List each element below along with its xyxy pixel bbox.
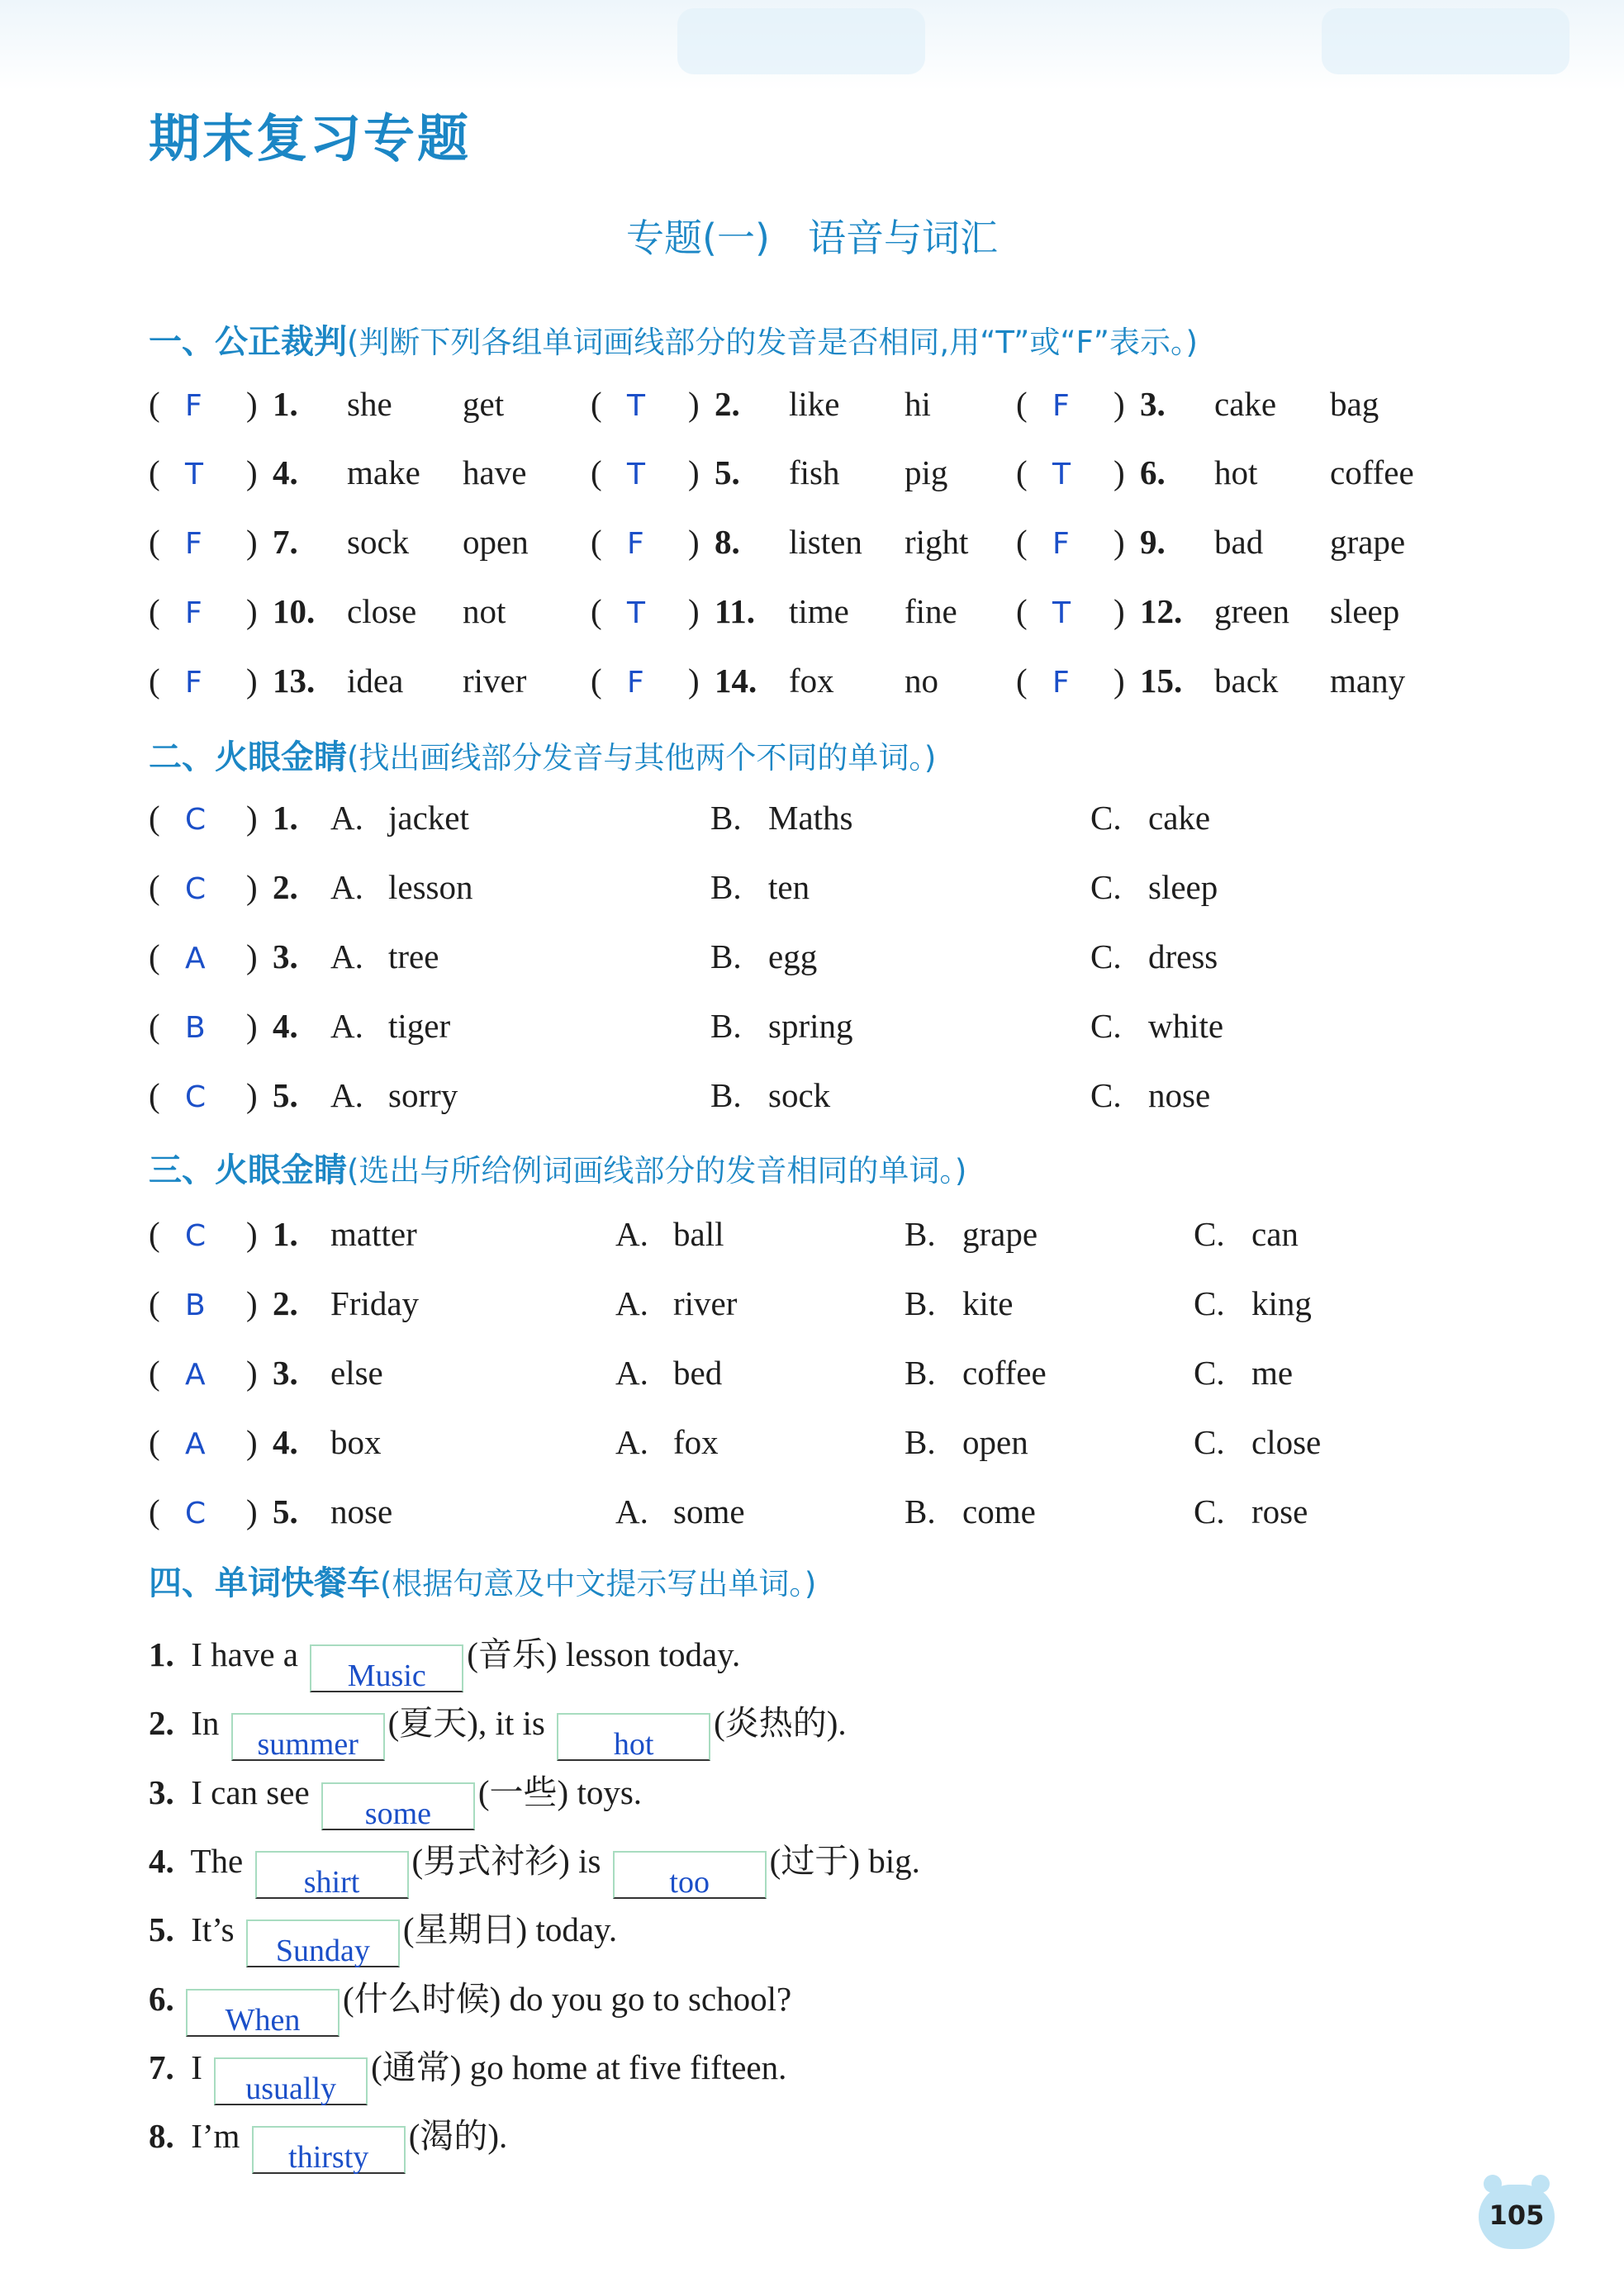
question-text: I’m [191, 2117, 240, 2155]
question-text: (男式衬衫) is [411, 1842, 601, 1880]
answer-blank[interactable] [214, 2057, 368, 2105]
word: fish [789, 453, 840, 491]
fill-question-8 [149, 2109, 507, 2174]
answer-blank[interactable] [557, 1713, 710, 1761]
word: she [347, 385, 392, 423]
bracket-close: ) [1114, 523, 1125, 561]
bracket-close: ) [246, 1284, 258, 1322]
option-letter: C. [1090, 1076, 1122, 1114]
question-text: (星期日) today. [402, 1910, 618, 1948]
option-letter: A. [615, 1215, 648, 1253]
example-word: matter [330, 1215, 417, 1253]
answer-mark[interactable]: F [627, 666, 644, 700]
option-word: egg [768, 937, 818, 975]
option-letter: B. [710, 799, 742, 837]
answer-mark[interactable]: F [1052, 389, 1070, 423]
question-number: 4. [273, 453, 298, 491]
option-letter: A. [330, 868, 363, 906]
bracket-close: ) [246, 937, 258, 975]
question-text: In [191, 1704, 220, 1742]
option-word: sock [768, 1076, 831, 1114]
fill-question-2 [149, 1696, 847, 1761]
fill-question-1 [149, 1627, 740, 1692]
option-letter: C. [1194, 1284, 1225, 1322]
question-number: 13. [273, 662, 316, 700]
bracket-close: ) [246, 1076, 258, 1114]
question-text: (炎热的). [714, 1704, 847, 1742]
option-word: ten [768, 868, 810, 906]
word: close [347, 592, 417, 630]
bracket-open: ( [1016, 662, 1028, 700]
page-number-badge [1479, 2185, 1555, 2249]
question-number: 4. [273, 1007, 298, 1045]
word: sleep [1330, 592, 1400, 630]
bracket-close: ) [1114, 453, 1125, 491]
question-number: 15. [1140, 662, 1183, 700]
answer-mark[interactable]: F [185, 527, 202, 561]
option-letter: B. [710, 868, 742, 906]
option-word: cake [1148, 799, 1211, 837]
answer-mark[interactable]: T [627, 389, 645, 423]
question-number: 8. [149, 2117, 174, 2155]
word: right [905, 523, 969, 561]
bracket-close: ) [246, 385, 258, 423]
bracket-close: ) [688, 385, 700, 423]
question-text: (渴的). [408, 2117, 508, 2155]
answer-mark[interactable]: T [627, 458, 645, 491]
option-letter: A. [615, 1492, 648, 1530]
section2-note: (找出画线部分发音与其他两个不同的单词。) [347, 740, 937, 776]
bracket-open: ( [149, 662, 160, 700]
bracket-close: ) [246, 1354, 258, 1392]
answer-text: Music [347, 1658, 426, 1693]
answer-text: Sunday [275, 1934, 370, 1968]
option-letter: C. [1090, 937, 1122, 975]
word: bag [1330, 385, 1379, 423]
word: pig [905, 453, 948, 491]
bracket-close: ) [688, 453, 700, 491]
question-text: (夏天), it is [387, 1704, 545, 1742]
page-number: 105 [1489, 2199, 1545, 2231]
question-number: 3. [273, 937, 298, 975]
bracket-open: ( [149, 1007, 160, 1045]
option-letter: A. [330, 1007, 363, 1045]
answer-mark[interactable]: A [185, 942, 206, 975]
header-decoration [0, 0, 1624, 91]
option-word: tiger [388, 1007, 451, 1045]
fill-question-3 [149, 1765, 642, 1830]
bracket-close: ) [1114, 592, 1125, 630]
question-number: 11. [715, 592, 755, 630]
section3-title: 三、火眼金睛 [149, 1151, 347, 1189]
fill-question-6 [149, 1972, 791, 2037]
section1-heading [149, 316, 1198, 363]
section4-title: 四、单词快餐车 [149, 1564, 380, 1602]
bracket-open: ( [149, 868, 160, 906]
bracket-open: ( [1016, 523, 1028, 561]
answer-blank[interactable] [321, 1782, 475, 1830]
answer-mark[interactable]: C [185, 872, 207, 906]
word: get [463, 385, 505, 423]
fill-question-5 [149, 1902, 617, 1967]
option-word: fox [673, 1423, 719, 1461]
option-letter: A. [615, 1423, 648, 1461]
answer-text: some [364, 1796, 432, 1831]
option-letter: A. [330, 937, 363, 975]
option-word: coffee [962, 1354, 1047, 1392]
bracket-open: ( [591, 385, 602, 423]
section1-title: 一、公正裁判 [149, 323, 347, 361]
word: fox [789, 662, 834, 700]
answer-text: usually [245, 2071, 337, 2106]
page-title: 期末复习专题 [149, 108, 472, 168]
fill-question-7 [149, 2040, 786, 2105]
option-letter: A. [330, 799, 363, 837]
question-number: 2. [149, 1704, 174, 1742]
bracket-open: ( [149, 453, 160, 491]
question-text: I have a [191, 1635, 298, 1673]
question-number: 3. [149, 1773, 174, 1811]
word: open [463, 523, 529, 561]
question-number: 4. [149, 1842, 174, 1880]
word: grape [1330, 523, 1406, 561]
answer-mark[interactable]: B [185, 1288, 206, 1322]
answer-mark[interactable]: A [185, 1427, 206, 1461]
section2-heading [149, 731, 936, 778]
option-word: ball [673, 1215, 724, 1253]
option-letter: B. [905, 1215, 936, 1253]
answer-text: When [225, 2003, 301, 2038]
option-letter: A. [615, 1284, 648, 1322]
option-letter: A. [615, 1354, 648, 1392]
option-word: some [673, 1492, 745, 1530]
option-letter: B. [710, 1007, 742, 1045]
answer-text: summer [257, 1727, 359, 1762]
bracket-open: ( [591, 523, 602, 561]
section4-note: (根据句意及中文提示写出单词。) [380, 1566, 817, 1602]
option-letter: C. [1194, 1354, 1225, 1392]
word: make [347, 453, 420, 491]
answer-mark[interactable]: F [185, 666, 202, 700]
question-number: 2. [273, 868, 298, 906]
bracket-close: ) [688, 662, 700, 700]
option-word: white [1148, 1007, 1224, 1045]
option-word: Maths [768, 799, 853, 837]
option-word: sorry [388, 1076, 458, 1114]
word: bad [1214, 523, 1264, 561]
option-word: king [1251, 1284, 1312, 1322]
option-letter: B. [710, 1076, 742, 1114]
bracket-close: ) [688, 523, 700, 561]
question-text: (过于) big. [769, 1842, 920, 1880]
option-word: come [962, 1492, 1036, 1530]
option-letter: C. [1194, 1215, 1225, 1253]
option-word: open [962, 1423, 1028, 1461]
bracket-open: ( [149, 799, 160, 837]
question-number: 10. [273, 592, 316, 630]
bracket-close: ) [688, 592, 700, 630]
bracket-open: ( [149, 385, 160, 423]
header-blob [677, 8, 925, 74]
answer-mark[interactable]: C [185, 803, 207, 837]
question-text: (音乐) lesson today. [467, 1635, 741, 1673]
bracket-close: ) [246, 523, 258, 561]
question-number: 5. [273, 1076, 298, 1114]
question-number: 1. [273, 1215, 298, 1253]
answer-text: too [669, 1865, 710, 1900]
question-number: 4. [273, 1423, 298, 1461]
bracket-open: ( [1016, 453, 1028, 491]
bracket-open: ( [149, 1284, 160, 1322]
example-word: else [330, 1354, 383, 1392]
answer-blank[interactable] [231, 1713, 385, 1761]
answer-mark[interactable]: T [1052, 596, 1071, 630]
option-word: tree [388, 937, 439, 975]
word: fine [905, 592, 957, 630]
option-word: bed [673, 1354, 723, 1392]
option-word: jacket [388, 799, 469, 837]
question-number: 1. [273, 385, 298, 423]
question-text: It’s [191, 1910, 235, 1948]
answer-mark[interactable]: C [185, 1219, 207, 1253]
answer-mark[interactable]: C [185, 1080, 207, 1114]
question-text: The [190, 1842, 244, 1880]
question-number: 2. [273, 1284, 298, 1322]
question-number: 5. [149, 1910, 174, 1948]
word: not [463, 592, 506, 630]
option-word: rose [1251, 1492, 1308, 1530]
word: cake [1214, 385, 1277, 423]
word: green [1214, 592, 1290, 630]
question-text: I can see [191, 1773, 310, 1811]
bracket-close: ) [1114, 385, 1125, 423]
word: hi [905, 385, 931, 423]
bracket-open: ( [149, 1076, 160, 1114]
bracket-open: ( [149, 1492, 160, 1530]
answer-blank[interactable] [255, 1851, 409, 1899]
example-word: nose [330, 1492, 393, 1530]
bracket-close: ) [246, 592, 258, 630]
question-number: 3. [1140, 385, 1166, 423]
example-word: box [330, 1423, 382, 1461]
example-word: Friday [330, 1284, 420, 1322]
word: listen [789, 523, 862, 561]
word: like [789, 385, 840, 423]
bracket-open: ( [1016, 592, 1028, 630]
bracket-open: ( [591, 662, 602, 700]
bracket-open: ( [149, 1423, 160, 1461]
option-letter: C. [1090, 868, 1122, 906]
question-number: 6. [1140, 453, 1166, 491]
option-letter: C. [1194, 1423, 1225, 1461]
option-letter: C. [1194, 1492, 1225, 1530]
answer-text: shirt [303, 1865, 360, 1900]
question-number: 5. [273, 1492, 298, 1530]
question-number: 1. [149, 1635, 174, 1673]
option-word: spring [768, 1007, 853, 1045]
answer-mark[interactable]: F [185, 596, 202, 630]
answer-mark[interactable]: T [185, 458, 203, 491]
option-word: can [1251, 1215, 1299, 1253]
page-subtitle: 专题(一) 语音与词汇 [626, 216, 998, 260]
answer-mark[interactable]: F [185, 389, 202, 423]
question-number: 5. [715, 453, 740, 491]
option-word: sleep [1148, 868, 1218, 906]
word: back [1214, 662, 1279, 700]
question-number: 12. [1140, 592, 1183, 630]
question-number: 3. [273, 1354, 298, 1392]
question-text: I [191, 2048, 202, 2086]
bracket-close: ) [246, 1423, 258, 1461]
answer-blank[interactable] [246, 1919, 400, 1967]
bracket-open: ( [591, 592, 602, 630]
option-word: kite [962, 1284, 1014, 1322]
bracket-close: ) [246, 1215, 258, 1253]
section1-note: (判断下列各组单词画线部分的发音是否相同,用“T”或“F”表示。) [347, 325, 1198, 360]
section3-note: (选出与所给例词画线部分的发音相同的单词。) [347, 1153, 967, 1189]
option-word: dress [1148, 937, 1218, 975]
option-word: nose [1148, 1076, 1211, 1114]
bracket-open: ( [149, 592, 160, 630]
bracket-open: ( [591, 453, 602, 491]
bracket-open: ( [149, 523, 160, 561]
bracket-close: ) [1114, 662, 1125, 700]
option-letter: C. [1090, 1007, 1122, 1045]
answer-mark[interactable]: F [1052, 527, 1070, 561]
answer-mark[interactable]: A [185, 1358, 206, 1392]
word: river [463, 662, 527, 700]
word: time [789, 592, 849, 630]
answer-mark[interactable]: F [1052, 666, 1070, 700]
bracket-open: ( [149, 937, 160, 975]
option-letter: B. [905, 1284, 936, 1322]
word: many [1330, 662, 1406, 700]
answer-text: hot [613, 1727, 654, 1762]
option-letter: A. [330, 1076, 363, 1114]
bracket-close: ) [246, 868, 258, 906]
section4-heading [149, 1557, 816, 1604]
option-letter: B. [905, 1423, 936, 1461]
word: idea [347, 662, 404, 700]
bracket-close: ) [246, 662, 258, 700]
question-number: 6. [149, 1980, 174, 2018]
answer-text: thirsty [288, 2140, 369, 2175]
option-word: lesson [388, 868, 473, 906]
answer-mark[interactable]: C [185, 1497, 207, 1530]
question-number: 14. [715, 662, 757, 700]
option-word: grape [962, 1215, 1038, 1253]
answer-blank[interactable] [310, 1644, 463, 1692]
section2-title: 二、火眼金睛 [149, 738, 347, 776]
bracket-close: ) [246, 799, 258, 837]
answer-mark[interactable]: B [185, 1011, 206, 1045]
header-blob [1322, 8, 1569, 74]
answer-blank[interactable] [252, 2126, 406, 2174]
question-number: 7. [273, 523, 298, 561]
option-letter: B. [905, 1354, 936, 1392]
option-letter: B. [905, 1492, 936, 1530]
word: sock [347, 523, 410, 561]
question-number: 1. [273, 799, 298, 837]
word: hot [1214, 453, 1258, 491]
question-text: (通常) go home at five fifteen. [371, 2048, 787, 2086]
bracket-open: ( [149, 1215, 160, 1253]
bracket-close: ) [246, 1492, 258, 1530]
option-letter: B. [710, 937, 742, 975]
option-letter: C. [1090, 799, 1122, 837]
question-number: 2. [715, 385, 740, 423]
question-text: (什么时候) do you go to school? [343, 1980, 792, 2018]
question-number: 8. [715, 523, 740, 561]
bracket-open: ( [149, 1354, 160, 1392]
word: have [463, 453, 527, 491]
answer-mark[interactable]: F [627, 527, 644, 561]
word: coffee [1330, 453, 1414, 491]
bracket-close: ) [246, 453, 258, 491]
bracket-open: ( [1016, 385, 1028, 423]
section3-heading [149, 1144, 966, 1191]
option-word: close [1251, 1423, 1322, 1461]
question-number: 7. [149, 2048, 174, 2086]
option-word: river [673, 1284, 738, 1322]
fill-question-4 [149, 1834, 920, 1899]
bracket-close: ) [246, 1007, 258, 1045]
answer-mark[interactable]: T [1052, 458, 1071, 491]
answer-mark[interactable]: T [627, 596, 645, 630]
option-word: me [1251, 1354, 1294, 1392]
question-number: 9. [1140, 523, 1166, 561]
answer-blank[interactable] [186, 1989, 340, 2037]
answer-blank[interactable] [613, 1851, 767, 1899]
question-text: (一些) toys. [477, 1773, 643, 1811]
word: no [905, 662, 938, 700]
